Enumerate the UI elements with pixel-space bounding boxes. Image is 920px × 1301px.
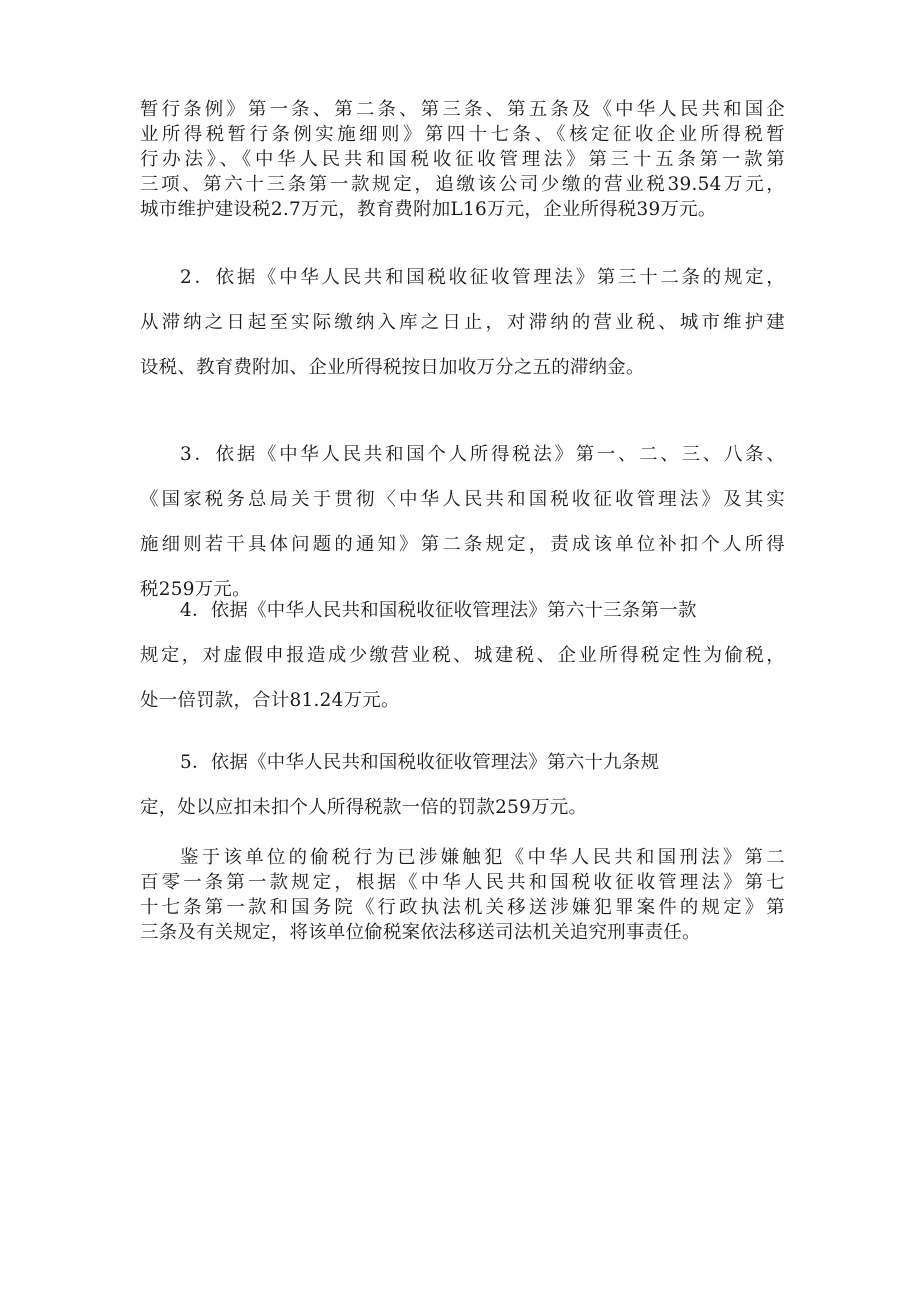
text-line: 5．依据《中华人民共和国税收征收管理法》第六十九条规 (180, 752, 660, 773)
text-line: 鉴于该单位的偷税行为已涉嫌触犯《中华人民共和国刑法》第二 (180, 847, 785, 868)
text-line: 税259万元。 (140, 579, 251, 600)
paragraph-tax-recovery (140, 97, 785, 222)
text-line: 施细则若干具体问题的通知》第二条规定，责成该单位补扣个人所得 (140, 534, 785, 555)
text-line: 百零一条第一款规定，根据《中华人民共和国税收征收管理法》第七 (140, 872, 785, 893)
text-line: 城市维护建设税2.7万元，教育费附加L16万元，企业所得税39万元。 (140, 199, 717, 220)
text-line: 设税、教育费附加、企业所得税按日加收万分之五的滞纳金。 (140, 357, 645, 378)
paragraph-item-2-late-fee (140, 255, 785, 390)
paragraph-item-5-withholding-penalty (140, 740, 785, 830)
paragraph-item-4-penalty (140, 588, 785, 723)
text-line: 规定，对虚假申报造成少缴营业税、城建税、企业所得税定性为偷税， (140, 645, 785, 666)
text-line: 三条及有关规定，将该单位偷税案依法移送司法机关追究刑事责任。 (140, 922, 701, 943)
text-line: 处一倍罚款，合计81.24万元。 (140, 690, 400, 711)
text-line: 2．依据《中华人民共和国税收征收管理法》第三十二条的规定， (180, 267, 785, 288)
text-line: 4．依据《中华人民共和国税收征收管理法》第六十三条第一款 (180, 600, 697, 621)
text-line: 十七条第一款和国务院《行政执法机关移送涉嫌犯罪案件的规定》第 (140, 897, 785, 918)
text-line: 业所得税暂行条例实施细则》第四十七条、《核定征收企业所得税暂 (140, 124, 785, 145)
text-line: 《国家税务总局关于贯彻〈中华人民共和国税收征收管理法》及其实 (140, 489, 785, 510)
text-line: 三项、第六十三条第一款规定，追缴该公司少缴的营业税39.54万元， (140, 174, 785, 195)
text-line: 定，处以应扣未扣个人所得税款一倍的罚款259万元。 (140, 797, 588, 818)
text-line: 3．依据《中华人民共和国个人所得税法》第一、二、三、八条、 (180, 444, 785, 465)
text-line: 行办法》、《中华人民共和国税收征收管理法》第三十五条第一款第 (140, 149, 785, 170)
paragraph-criminal-referral (140, 845, 785, 945)
paragraph-item-3-income-tax (140, 432, 785, 612)
text-line: 从滞纳之日起至实际缴纳入库之日止，对滞纳的营业税、城市维护建 (140, 312, 785, 333)
text-line: 暂行条例》第一条、第二条、第三条、第五条及《中华人民共和国企 (140, 99, 785, 120)
